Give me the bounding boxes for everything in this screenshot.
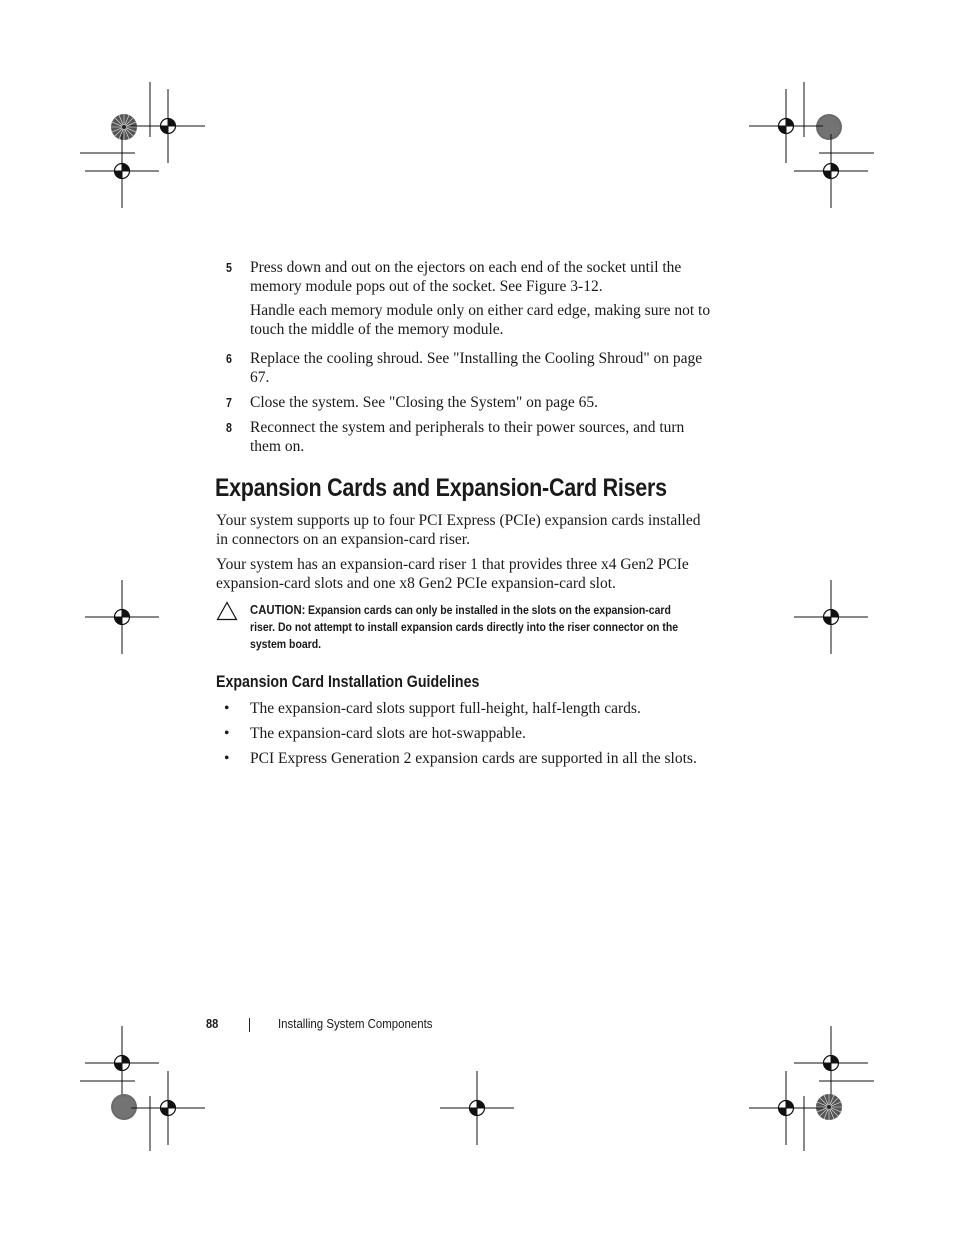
- step-number: 7: [226, 395, 232, 410]
- caution-text-block: [250, 601, 697, 653]
- step-8: [216, 419, 716, 456]
- step-text: Replace the cooling shroud. See "Installing the Cooling Shroud" on page 67.: [250, 350, 703, 386]
- step-6: [216, 350, 716, 387]
- section-paragraph: Your system has an expansion-card riser 1 that provides three x4 Gen2 PCIe expansion-card slots and one x8 Gen2 PCIe expansion-card slot.: [216, 556, 689, 592]
- step-note: Handle each memory module only on either card edge, making sure not to touch the middle of the memory module.: [250, 302, 711, 338]
- list-item-text: PCI Express Generation 2 expansion cards are supported in all the slots.: [250, 750, 697, 767]
- footer-chapter-title: Installing System Components: [278, 1016, 433, 1031]
- list-item-text: The expansion-card slots are hot-swappable.: [250, 725, 526, 742]
- step-7: [216, 394, 716, 413]
- step-text: Press down and out on the ejectors on each end of the socket until the memory module pops out of the socket. See Figure 3-12.: [250, 259, 682, 295]
- step-text: Close the system. See "Closing the System" on page 65.: [250, 394, 599, 411]
- list-item: [216, 699, 736, 724]
- bullet-icon: •: [224, 700, 230, 717]
- bullet-icon: •: [224, 750, 230, 767]
- section-heading: Expansion Cards and Expansion-Card Risers: [215, 474, 667, 502]
- list-item-text: The expansion-card slots support full-height, half-length cards.: [250, 700, 641, 717]
- list-item: [216, 749, 736, 774]
- caution-triangle-icon: [216, 601, 238, 621]
- step-number: 6: [226, 351, 232, 366]
- caution-notice: [216, 601, 716, 653]
- step-5: [216, 259, 716, 339]
- list-item: [216, 724, 736, 749]
- step-number: 8: [226, 420, 232, 435]
- page-number: 88: [206, 1016, 219, 1031]
- caution-message: Expansion cards can only be installed in the slots on the expansion-card riser. Do not attempt to install expansion cards directly into the riser connector on the system board.: [250, 603, 679, 651]
- step-number: 5: [226, 260, 232, 275]
- step-text: Reconnect the system and peripherals to their power sources, and turn them on.: [250, 419, 685, 455]
- section-paragraph: Your system supports up to four PCI Express (PCIe) expansion cards installed in connectors on an expansion-card riser.: [216, 512, 701, 548]
- footer-divider: [249, 1018, 250, 1032]
- subsection-heading: Expansion Card Installation Guidelines: [216, 673, 480, 691]
- guidelines-list: [216, 699, 736, 774]
- caution-label: CAUTION:: [250, 602, 306, 617]
- bullet-icon: •: [224, 725, 230, 742]
